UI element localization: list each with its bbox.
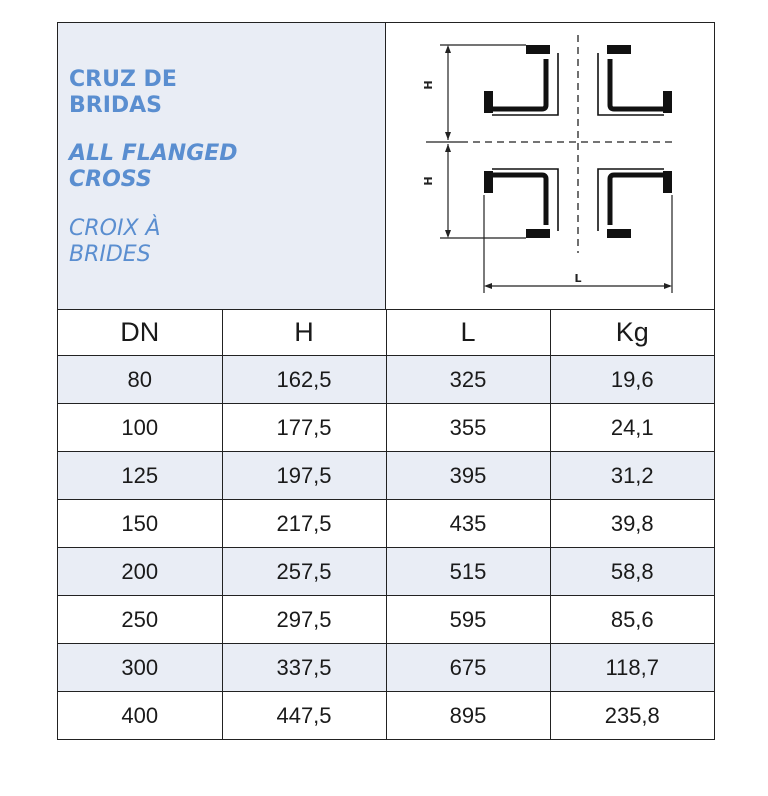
cell-l: 435 (386, 500, 550, 548)
cell-h: 297,5 (222, 596, 386, 644)
cell-h: 257,5 (222, 548, 386, 596)
cell-l: 355 (386, 404, 550, 452)
header-dn: DN (58, 310, 222, 356)
cell-h: 217,5 (222, 500, 386, 548)
cell-kg: 235,8 (550, 692, 714, 740)
cell-l: 395 (386, 452, 550, 500)
dimensions-table (58, 310, 714, 739)
h-label-top: H (422, 80, 435, 90)
cell-kg: 24,1 (550, 404, 714, 452)
cross-fitting-diagram (386, 23, 714, 308)
h-label-bottom: H (422, 176, 435, 186)
cell-kg: 19,6 (550, 356, 714, 404)
cell-dn: 125 (58, 452, 222, 500)
technical-drawing (386, 23, 714, 309)
header-section (58, 23, 714, 310)
cell-h: 337,5 (222, 644, 386, 692)
table-row (58, 548, 714, 596)
product-sheet (57, 22, 715, 740)
title-panel (58, 23, 386, 309)
cell-h: 197,5 (222, 452, 386, 500)
cell-dn: 250 (58, 596, 222, 644)
table-row (58, 644, 714, 692)
cell-dn: 200 (58, 548, 222, 596)
header-l: L (386, 310, 550, 356)
table-header-row (58, 310, 714, 356)
cell-l: 595 (386, 596, 550, 644)
cell-dn: 300 (58, 644, 222, 692)
header-h: H (222, 310, 386, 356)
title-french: CROIX À BRIDES (69, 216, 161, 267)
table-row (58, 596, 714, 644)
cell-l: 515 (386, 548, 550, 596)
cell-dn: 400 (58, 692, 222, 740)
cell-kg: 58,8 (550, 548, 714, 596)
cell-l: 325 (386, 356, 550, 404)
table-row (58, 404, 714, 452)
l-label: L (574, 272, 582, 285)
cell-h: 447,5 (222, 692, 386, 740)
table-row (58, 692, 714, 740)
table-row (58, 500, 714, 548)
table-row (58, 452, 714, 500)
title-english: ALL FLANGED CROSS (69, 141, 238, 192)
header-kg: Kg (550, 310, 714, 356)
cell-h: 162,5 (222, 356, 386, 404)
cell-dn: 80 (58, 356, 222, 404)
cell-kg: 118,7 (550, 644, 714, 692)
table-row (58, 356, 714, 404)
cell-l: 675 (386, 644, 550, 692)
cell-kg: 39,8 (550, 500, 714, 548)
cell-kg: 85,6 (550, 596, 714, 644)
cell-l: 895 (386, 692, 550, 740)
cell-kg: 31,2 (550, 452, 714, 500)
cell-h: 177,5 (222, 404, 386, 452)
cell-dn: 150 (58, 500, 222, 548)
cell-dn: 100 (58, 404, 222, 452)
title-spanish: CRUZ DE BRIDAS (69, 67, 177, 118)
